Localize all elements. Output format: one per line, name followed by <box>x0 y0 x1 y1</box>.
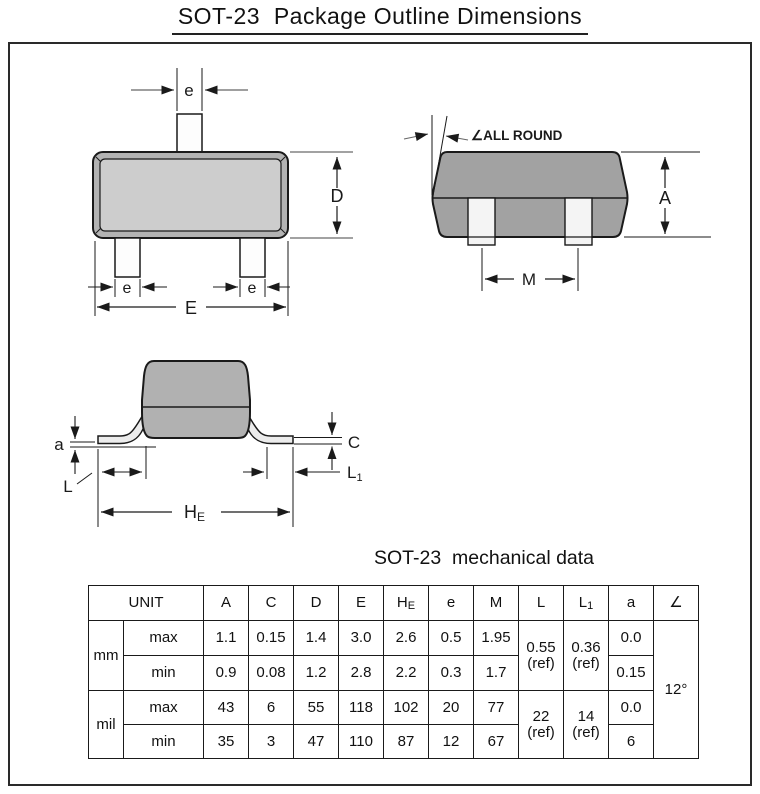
cell-mm-max-C: 0.15 <box>249 621 294 656</box>
cell-mm-min-a: 0.15 <box>609 656 654 691</box>
unit-cell-mm: mm <box>89 621 124 691</box>
row-label-mil-max: max <box>124 691 204 725</box>
cell-mm-max-A: 1.1 <box>204 621 249 656</box>
unit-cell-mil: mil <box>89 691 124 759</box>
page-title: SOT-23 Package Outline Dimensions <box>172 3 588 35</box>
cell-mm-min-HE: 2.2 <box>384 656 429 691</box>
col-header-D: D <box>294 586 339 621</box>
bottom-pin-left <box>115 238 140 277</box>
cell-mm-max-e: 0.5 <box>429 621 474 656</box>
dim-pin-width-left-e <box>88 279 167 297</box>
dim-label-L: L <box>63 477 73 496</box>
cell-mil-max-D: 55 <box>294 691 339 725</box>
row-label-mm-min: min <box>124 656 204 691</box>
dim-label-e-right: e <box>247 280 257 297</box>
col-header-e: e <box>429 586 474 621</box>
side-pin-left <box>468 198 495 245</box>
draft-angle-label: ∠ALL ROUND <box>471 128 563 143</box>
dim-lead-thickness-C <box>294 412 360 470</box>
col-header-E: E <box>339 586 384 621</box>
cell-mil-max-C: 6 <box>249 691 294 725</box>
dim-body-width-d <box>290 152 353 238</box>
dim-label-a: a <box>54 435 64 454</box>
cell-mil-max-E: 118 <box>339 691 384 725</box>
cell-mil-min-HE: 87 <box>384 725 429 759</box>
dim-label-L1: L1 <box>347 463 363 484</box>
cell-mil-L: 22 (ref) <box>519 691 564 759</box>
cell-mil-max-A: 43 <box>204 691 249 725</box>
dim-pin-width-right-e <box>213 279 290 297</box>
col-header-angle: ∠ <box>654 586 699 621</box>
table-header-row <box>89 586 699 621</box>
cell-mm-max-E: 3.0 <box>339 621 384 656</box>
col-header-L1: L1 <box>564 586 609 621</box>
side-pin-right <box>565 198 592 245</box>
col-header-A: A <box>204 586 249 621</box>
front-view-drawing <box>54 361 362 527</box>
dim-pin-spacing-M <box>482 248 578 291</box>
side-view-drawing <box>404 115 711 291</box>
cell-mm-max-a: 0.0 <box>609 621 654 656</box>
dim-label-M: M <box>521 270 537 289</box>
cell-mm-max-HE: 2.6 <box>384 621 429 656</box>
cell-mil-min-A: 35 <box>204 725 249 759</box>
dim-label-e-left: e <box>122 280 132 297</box>
row-label-mil-min: min <box>124 725 204 759</box>
cell-mm-min-E: 2.8 <box>339 656 384 691</box>
cell-mil-min-C: 3 <box>249 725 294 759</box>
front-body <box>142 361 250 438</box>
bottom-pin-right <box>240 238 265 277</box>
package-body-inner <box>100 159 281 231</box>
top-view-drawing <box>88 68 353 318</box>
row-label-mm-max: max <box>124 621 204 656</box>
col-header-a: a <box>609 586 654 621</box>
dim-label-e-top: e <box>184 81 194 100</box>
cell-mm-min-C: 0.08 <box>249 656 294 691</box>
cell-mm-min-A: 0.9 <box>204 656 249 691</box>
table-title: SOT-23 mechanical data <box>374 547 595 569</box>
col-header-unit: UNIT <box>89 586 204 621</box>
col-header-HE: HE <box>384 586 429 621</box>
dim-label-d: D <box>330 186 344 206</box>
cell-mm-L: 0.55 (ref) <box>519 621 564 691</box>
cell-mm-max-M: 1.95 <box>474 621 519 656</box>
dim-label-A: A <box>658 188 672 208</box>
cell-mil-max-a: 0.0 <box>609 691 654 725</box>
cell-mm-min-D: 1.2 <box>294 656 339 691</box>
dim-label-E: E <box>184 298 198 318</box>
table-row-mil-max <box>89 691 699 725</box>
cell-mil-max-HE: 102 <box>384 691 429 725</box>
cell-mm-L1: 0.36 (ref) <box>564 621 609 691</box>
cell-mil-L1: 14 (ref) <box>564 691 609 759</box>
dim-height-A <box>621 152 711 237</box>
col-header-M: M <box>474 586 519 621</box>
cell-mil-min-E: 110 <box>339 725 384 759</box>
mechanical-data-table <box>88 585 699 759</box>
cell-mm-max-D: 1.4 <box>294 621 339 656</box>
cell-mil-max-M: 77 <box>474 691 519 725</box>
dim-span-HE <box>98 447 293 527</box>
cell-angle: 12° <box>654 621 699 759</box>
cell-mil-min-e: 12 <box>429 725 474 759</box>
cell-mm-min-M: 1.7 <box>474 656 519 691</box>
top-pin <box>177 114 202 153</box>
dim-label-HE: HE <box>184 502 206 524</box>
cell-mil-min-D: 47 <box>294 725 339 759</box>
dim-foot-length-L <box>63 446 146 496</box>
cell-mil-min-M: 67 <box>474 725 519 759</box>
cell-mil-min-a: 6 <box>609 725 654 759</box>
table-row-mm-max <box>89 621 699 656</box>
cell-mm-min-e: 0.3 <box>429 656 474 691</box>
dim-pin-pitch-e <box>131 68 248 111</box>
dim-label-C: C <box>347 433 361 452</box>
side-body <box>433 152 628 237</box>
col-header-C: C <box>249 586 294 621</box>
col-header-L: L <box>519 586 564 621</box>
dim-foot-length-L1 <box>243 447 363 484</box>
cell-mil-max-e: 20 <box>429 691 474 725</box>
